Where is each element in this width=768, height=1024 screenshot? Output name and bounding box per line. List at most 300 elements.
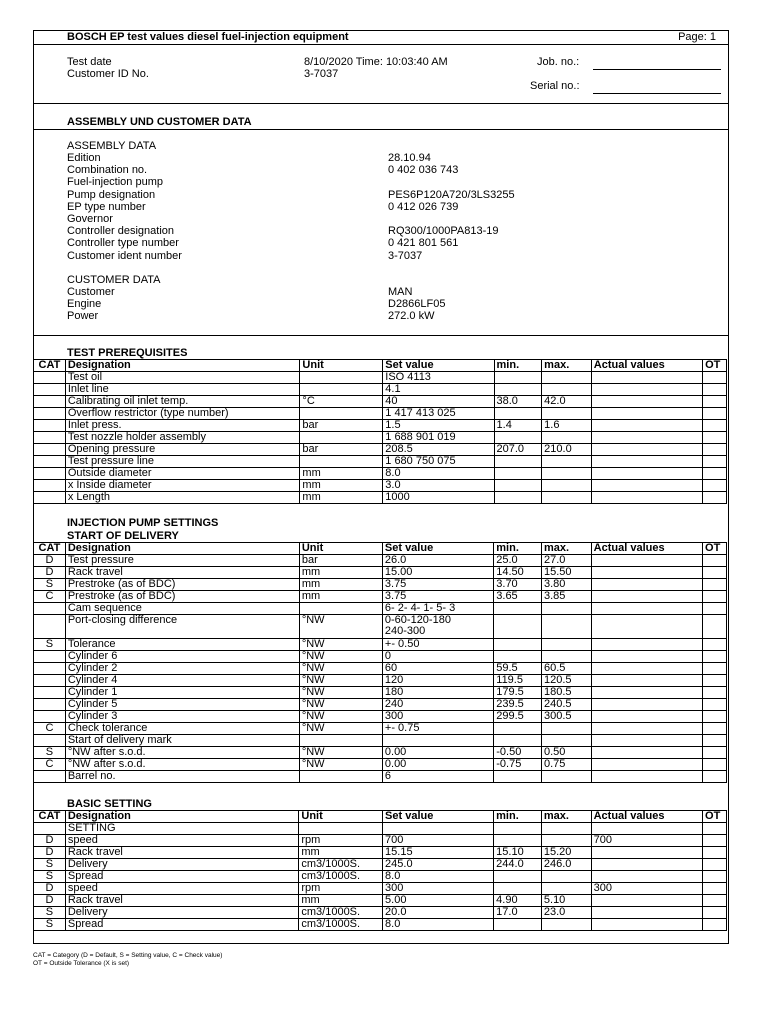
cell-ot [703, 771, 727, 783]
cell-set-value: 6- 2- 4- 1- 5- 3 [382, 603, 493, 615]
field-label: Engine [67, 298, 102, 311]
cell-cat [34, 384, 66, 396]
cell-set-value: +- 0.50 [382, 639, 493, 651]
field-label: Controller designation [67, 225, 175, 238]
pump-settings-title: INJECTION PUMP SETTINGS [67, 517, 219, 529]
cell-ot [703, 384, 727, 396]
cell-cat: D [34, 883, 66, 895]
cell-designation: Cam sequence [65, 603, 299, 615]
column-header-ot: OT [703, 811, 727, 823]
cell-set-value: 300 [382, 711, 493, 723]
cell-min: 4.90 [494, 895, 542, 907]
cell-ot [703, 603, 727, 615]
cell-min: 38.0 [494, 396, 542, 408]
divider [34, 335, 728, 336]
table-row [34, 639, 727, 651]
cell-max: 15.20 [541, 847, 591, 859]
cell-cat: D [34, 567, 66, 579]
table-row [34, 663, 727, 675]
cell-cat: C [34, 591, 66, 603]
cell-set-value: 700 [383, 835, 494, 847]
cell-actual-values [591, 711, 702, 723]
cell-min [494, 883, 542, 895]
cell-cat [34, 651, 66, 663]
cell-cat [34, 468, 66, 480]
cell-unit: rpm [299, 835, 383, 847]
cell-actual-values [591, 771, 702, 783]
cell-cat: C [34, 723, 66, 735]
cell-set-value: 3.0 [383, 480, 494, 492]
table-header-row [34, 360, 727, 372]
cell-max [542, 480, 592, 492]
cell-cat [34, 663, 66, 675]
divider [34, 129, 728, 130]
cell-max: 42.0 [542, 396, 592, 408]
cell-designation: Prestroke (as of BDC) [65, 591, 299, 603]
cell-min: 179.5 [494, 687, 542, 699]
field-value: 0 402 036 743 [388, 164, 459, 177]
table-row [34, 847, 727, 859]
cell-min [494, 603, 542, 615]
cell-unit: bar [300, 444, 383, 456]
cell-min [494, 468, 542, 480]
field-value: 3-7037 [388, 249, 423, 262]
cell-min: -0.50 [494, 747, 542, 759]
cell-max [542, 432, 592, 444]
customer-data-subtitle: CUSTOMER DATA [67, 274, 161, 286]
cell-ot [703, 735, 727, 747]
cell-actual-values [591, 651, 702, 663]
column-header-min: min. [494, 543, 542, 555]
cell-set-value: 208.5 [383, 444, 494, 456]
cell-designation: °NW after s.o.d. [65, 759, 299, 771]
cell-designation: Overflow restrictor (type number) [65, 408, 300, 420]
cell-cat: C [34, 759, 66, 771]
cell-cat [34, 396, 66, 408]
cell-ot [703, 859, 727, 871]
divider [34, 103, 728, 104]
cell-unit: mm [299, 591, 382, 603]
cell-designation: Delivery [65, 907, 299, 919]
cell-actual-values [591, 663, 702, 675]
cell-unit [299, 771, 382, 783]
cell-cat: S [34, 579, 66, 591]
cell-designation: Port-closing difference [65, 615, 299, 639]
cell-unit: °NW [299, 675, 382, 687]
cell-actual-values [591, 591, 702, 603]
column-header-designation: Designation [65, 543, 299, 555]
cell-actual-values: 300 [591, 883, 702, 895]
field-value: RQ300/1000PA813-19 [388, 225, 499, 238]
cell-unit [300, 384, 383, 396]
table-row [34, 480, 727, 492]
cell-actual-values [591, 847, 702, 859]
field-value: PES6P120A720/3LS3255 [388, 188, 515, 201]
cell-actual-values: 700 [591, 835, 702, 847]
table-row [34, 567, 727, 579]
cell-max [541, 639, 591, 651]
column-header-max: max. [541, 543, 591, 555]
cell-designation: Cylinder 4 [65, 675, 299, 687]
cell-designation: Spread [65, 919, 299, 931]
cell-ot [703, 871, 727, 883]
cell-unit: °NW [299, 747, 382, 759]
table-row [34, 408, 727, 420]
cell-actual-values [591, 456, 702, 468]
cell-min [494, 615, 542, 639]
basic-setting-title: BASIC SETTING [67, 798, 152, 810]
cell-unit: mm [300, 480, 383, 492]
field-label: Fuel-injection pump [67, 176, 163, 189]
cell-min: 1.4 [494, 420, 542, 432]
test-date-label: Test date [67, 56, 112, 68]
cell-unit: °NW [299, 699, 382, 711]
cell-unit: rpm [299, 883, 383, 895]
cell-unit: mm [299, 567, 382, 579]
table-row [34, 651, 727, 663]
cell-ot [703, 456, 727, 468]
cell-min: 25.0 [494, 555, 542, 567]
cell-ot [703, 567, 727, 579]
start-of-delivery-title: START OF DELIVERY [67, 530, 179, 542]
cell-designation: SETTING [65, 823, 299, 835]
cell-designation: Prestroke (as of BDC) [65, 579, 299, 591]
cell-min [494, 384, 542, 396]
cell-unit: mm [299, 895, 383, 907]
cell-unit [300, 456, 383, 468]
cell-cat [34, 432, 66, 444]
cell-max [541, 615, 591, 639]
cell-set-value: 245.0 [383, 859, 494, 871]
assembly-data-subtitle: ASSEMBLY DATA [67, 140, 157, 152]
field-value: 28.10.94 [388, 152, 431, 164]
cell-max [541, 723, 591, 735]
cell-designation: Test pressure line [65, 456, 300, 468]
table-row [34, 711, 727, 723]
cell-designation: Calibrating oil inlet temp. [65, 396, 300, 408]
cell-unit: cm3/1000S. [299, 907, 383, 919]
cell-min: 17.0 [494, 907, 542, 919]
cell-min: 299.5 [494, 711, 542, 723]
test-date-value: 8/10/2020 Time: 10:03:40 AM [304, 56, 448, 68]
table-row [34, 675, 727, 687]
column-header-cat: CAT [34, 543, 66, 555]
cell-unit: mm [300, 468, 383, 480]
cell-designation: speed [65, 883, 299, 895]
cell-unit [299, 735, 382, 747]
field-value: 272.0 kW [388, 310, 435, 323]
cell-unit [300, 372, 383, 384]
footnote-category: CAT = Category (D = Default, S = Setting value, C = Check value) [33, 952, 223, 959]
cell-set-value: 300 [383, 883, 494, 895]
cell-cat [34, 771, 66, 783]
cell-max [542, 384, 592, 396]
cell-min [494, 456, 542, 468]
cell-max: 23.0 [541, 907, 591, 919]
cell-ot [703, 907, 727, 919]
cell-set-value: 8.0 [383, 919, 494, 931]
cell-ot [703, 823, 727, 835]
cell-max: 180.5 [541, 687, 591, 699]
table-row [34, 579, 727, 591]
cell-max [541, 603, 591, 615]
field-value: 0 421 801 561 [388, 237, 459, 250]
field-label: Power [67, 310, 99, 323]
cell-cat: S [34, 747, 66, 759]
cell-min [494, 432, 542, 444]
cell-ot [703, 468, 727, 480]
cell-set-value: 20.0 [383, 907, 494, 919]
cell-ot [703, 639, 727, 651]
serial-no-label: Serial no.: [530, 80, 580, 92]
table-row [34, 759, 727, 771]
cell-min: 119.5 [494, 675, 542, 687]
cell-max: 120.5 [541, 675, 591, 687]
cell-unit: °NW [299, 663, 382, 675]
cell-set-value: 8.0 [383, 871, 494, 883]
field-label: Governor [67, 213, 113, 225]
column-header-unit: Unit [299, 811, 383, 823]
cell-cat [34, 699, 66, 711]
cell-unit: °NW [299, 711, 382, 723]
cell-ot [703, 372, 727, 384]
cell-max: 246.0 [541, 859, 591, 871]
cell-actual-values [591, 759, 702, 771]
cell-max: 210.0 [542, 444, 592, 456]
column-header-set-value: Set value [382, 543, 493, 555]
cell-set-value: 4.1 [383, 384, 494, 396]
cell-unit: mm [299, 579, 382, 591]
table-row [34, 823, 727, 835]
cell-designation: Cylinder 5 [65, 699, 299, 711]
table-row [34, 771, 727, 783]
cell-min [494, 723, 542, 735]
cell-max: 5.10 [541, 895, 591, 907]
cell-cat [34, 444, 66, 456]
cell-cat [34, 615, 66, 639]
column-header-unit: Unit [299, 543, 382, 555]
cell-actual-values [591, 895, 702, 907]
cell-max: 300.5 [541, 711, 591, 723]
cell-ot [703, 480, 727, 492]
cell-cat [34, 687, 66, 699]
cell-designation: Barrel no. [65, 771, 299, 783]
table-row [34, 835, 727, 847]
cell-min [494, 919, 542, 931]
cell-set-value: 15.15 [383, 847, 494, 859]
cell-set-value [382, 615, 493, 639]
cell-min: 59.5 [494, 663, 542, 675]
cell-max: 0.50 [541, 747, 591, 759]
cell-ot [703, 847, 727, 859]
page-number: Page: 1 [678, 31, 716, 43]
cell-set-value: 15.00 [382, 567, 493, 579]
cell-actual-values [591, 555, 702, 567]
cell-cat [34, 372, 66, 384]
cell-set-value: 1 688 901 019 [383, 432, 494, 444]
cell-min: 244.0 [494, 859, 542, 871]
cell-cat [34, 603, 66, 615]
field-label: Customer ident number [67, 249, 182, 262]
cell-unit: °NW [299, 723, 382, 735]
table-row [34, 735, 727, 747]
cell-ot [703, 883, 727, 895]
cell-actual-values [591, 492, 702, 504]
column-header-cat: CAT [34, 360, 66, 372]
cell-unit: °NW [299, 651, 382, 663]
cell-actual-values [591, 735, 702, 747]
column-header-unit: Unit [300, 360, 383, 372]
cell-designation: Test nozzle holder assembly [65, 432, 300, 444]
cell-set-value: 0 [382, 651, 493, 663]
table-row [34, 699, 727, 711]
cell-ot [703, 759, 727, 771]
table-row [34, 603, 727, 615]
cell-ot [703, 492, 727, 504]
column-header-designation: Designation [65, 811, 299, 823]
cell-actual-values [591, 468, 702, 480]
cell-designation: Inlet line [65, 384, 300, 396]
table-row [34, 372, 727, 384]
cell-cat: S [34, 871, 66, 883]
cell-ot [703, 444, 727, 456]
cell-min: 14.50 [494, 567, 542, 579]
cell-min [494, 372, 542, 384]
field-label: Controller type number [67, 237, 179, 250]
cell-actual-values [591, 699, 702, 711]
table-row [34, 859, 727, 871]
cell-set-value: 0.00 [382, 759, 493, 771]
cell-designation: Start of delivery mark [65, 735, 299, 747]
cell-ot [703, 699, 727, 711]
cell-designation: Opening pressure [65, 444, 300, 456]
cell-set-value: 5.00 [383, 895, 494, 907]
cell-ot [703, 895, 727, 907]
cell-designation: Cylinder 2 [65, 663, 299, 675]
cell-ot [703, 919, 727, 931]
cell-max [542, 468, 592, 480]
column-header-ot: OT [703, 543, 727, 555]
cell-unit [299, 823, 383, 835]
cell-ot [703, 663, 727, 675]
cell-cat [34, 735, 66, 747]
prerequisites-table [33, 359, 727, 504]
cell-cat [34, 456, 66, 468]
cell-unit [300, 432, 383, 444]
cell-actual-values [591, 687, 702, 699]
table-row [34, 555, 727, 567]
cell-set-value: 1000 [383, 492, 494, 504]
cell-ot [703, 579, 727, 591]
cell-actual-values [591, 384, 702, 396]
column-header-actual-values: Actual values [591, 360, 702, 372]
table-row [34, 384, 727, 396]
table-row [34, 895, 727, 907]
table-row [34, 907, 727, 919]
cell-actual-values [591, 579, 702, 591]
cell-max [541, 883, 591, 895]
cell-max [541, 871, 591, 883]
cell-ot [703, 723, 727, 735]
cell-ot [703, 408, 727, 420]
cell-max [541, 823, 591, 835]
cell-min [494, 735, 542, 747]
cell-max: 1.6 [542, 420, 592, 432]
serial-no-field [593, 81, 721, 99]
cell-max [541, 771, 591, 783]
table-row [34, 883, 727, 895]
column-header-min: min. [494, 360, 542, 372]
cell-actual-values [591, 823, 702, 835]
cell-unit [300, 408, 383, 420]
cell-ot [703, 396, 727, 408]
field-label: Customer [67, 286, 115, 298]
cell-set-value-line: 0-60-120-180 [384, 614, 451, 626]
cell-set-value: 180 [382, 687, 493, 699]
cell-min: 239.5 [494, 699, 542, 711]
cell-cat [34, 480, 66, 492]
cell-ot [703, 432, 727, 444]
cell-unit [299, 603, 382, 615]
cell-set-value: 0.00 [382, 747, 493, 759]
cell-max [541, 919, 591, 931]
cell-ot [703, 555, 727, 567]
cell-set-value: +- 0.75 [382, 723, 493, 735]
cell-set-value: 120 [382, 675, 493, 687]
cell-set-value: 3.75 [382, 591, 493, 603]
cell-max [542, 456, 592, 468]
cell-cat: S [34, 639, 66, 651]
cell-ot [703, 687, 727, 699]
cell-actual-values [591, 907, 702, 919]
cell-unit: cm3/1000S. [299, 919, 383, 931]
cell-set-value-line: 240-300 [384, 625, 426, 637]
cell-ot [703, 747, 727, 759]
cell-designation: Spread [65, 871, 299, 883]
customer-id-label: Customer ID No. [67, 68, 149, 80]
table-row [34, 492, 727, 504]
cell-designation: Rack travel [65, 567, 299, 579]
cell-max [541, 735, 591, 747]
cell-cat [34, 408, 66, 420]
cell-unit: °NW [299, 639, 382, 651]
cell-min: 15.10 [494, 847, 542, 859]
cell-cat [34, 711, 66, 723]
cell-unit: °NW [299, 615, 382, 639]
cell-ot [703, 420, 727, 432]
cell-ot [703, 835, 727, 847]
cell-actual-values [591, 747, 702, 759]
document-frame [33, 30, 729, 944]
cell-set-value: 240 [382, 699, 493, 711]
field-label: Combination no. [67, 164, 148, 177]
cell-unit: bar [299, 555, 382, 567]
job-no-label: Job. no.: [537, 56, 580, 68]
table-row [34, 432, 727, 444]
cell-actual-values [591, 372, 702, 384]
table-row [34, 747, 727, 759]
basic-setting-table [33, 810, 727, 931]
cell-designation: Test pressure [65, 555, 299, 567]
cell-min: -0.75 [494, 759, 542, 771]
cell-unit: bar [300, 420, 383, 432]
cell-min [494, 771, 542, 783]
cell-actual-values [591, 859, 702, 871]
cell-min: 3.70 [494, 579, 542, 591]
field-label: Edition [67, 152, 101, 164]
cell-max: 3.80 [541, 579, 591, 591]
cell-cat: D [34, 895, 66, 907]
